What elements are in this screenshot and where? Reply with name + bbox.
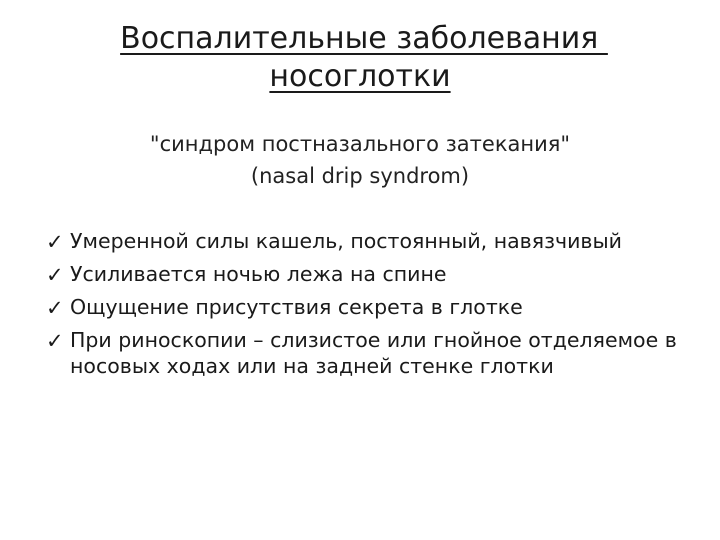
list-item-text: Ощущение присутствия секрета в глотке (70, 295, 523, 319)
subtitle-line-2: (nasal drip syndrom) (250, 164, 470, 188)
list-item-text: Умеренной силы кашель, постоянный, навязчивый (70, 229, 622, 253)
check-icon: ✓ (46, 263, 64, 287)
slide-title (0, 20, 720, 96)
list-item-text: При риноскопии – слизистое или гнойное отделяемое в носовых ходах или на задней стенке глотки (70, 328, 677, 378)
list-item (46, 327, 686, 379)
title-line-1: Воспалительные заболевания (120, 21, 608, 56)
subtitle-line-1: "синдром постназального затекания" (149, 132, 571, 156)
list-item (46, 294, 686, 320)
list-item-text: Усиливается ночью лежа на спине (70, 262, 447, 286)
list-item (46, 228, 686, 254)
check-icon: ✓ (46, 230, 64, 254)
list-item (46, 261, 686, 287)
title-line-2: носоглотки (269, 59, 451, 94)
check-icon: ✓ (46, 296, 64, 320)
slide-subtitle (0, 128, 720, 192)
symptom-list (46, 228, 686, 386)
check-icon: ✓ (46, 329, 64, 353)
